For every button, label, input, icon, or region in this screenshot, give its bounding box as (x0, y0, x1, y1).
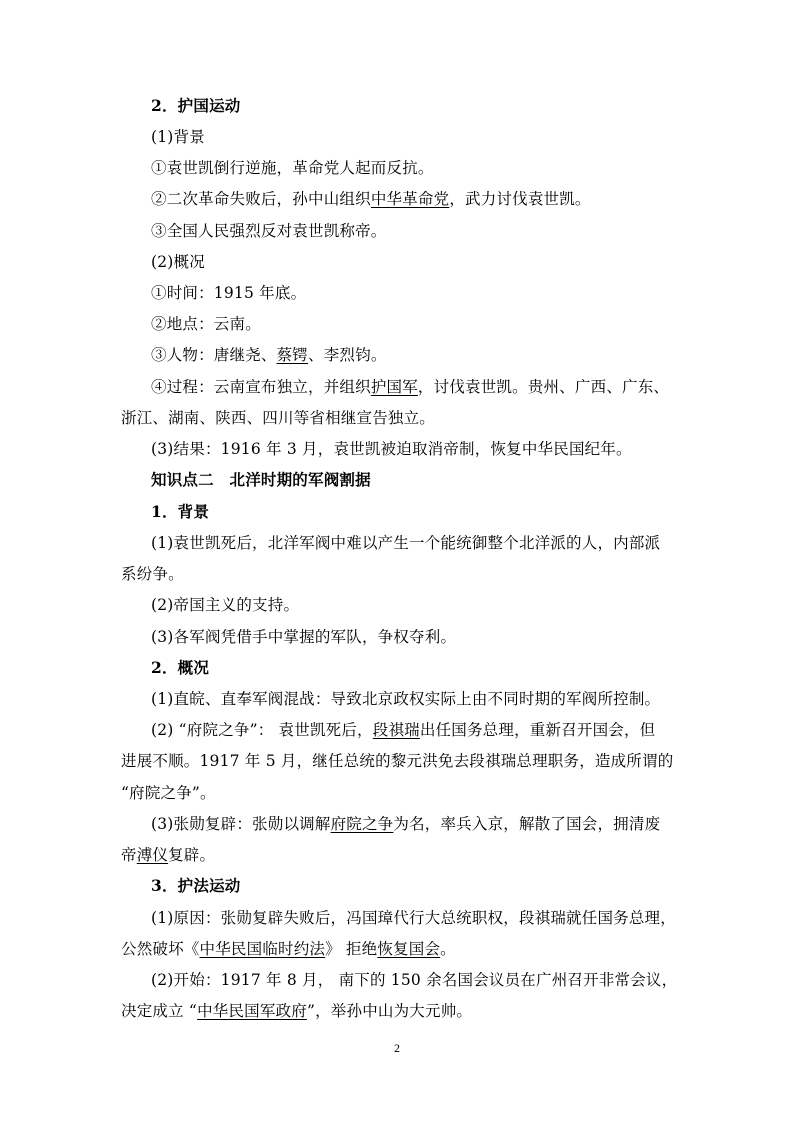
text: 公然破坏《 (121, 940, 200, 958)
paragraph: ①时间：1915 年底。 (151, 284, 307, 302)
paragraph: (2)帝国主义的支持。 (151, 596, 300, 614)
section-heading: 3．护法运动 (151, 876, 241, 895)
paragraph: (3)各军阀凭借手中掌握的军队，争权夺利。 (151, 628, 457, 646)
paragraph: ②地点：云南。 (151, 315, 261, 333)
text: ③人物：唐继尧、 (151, 346, 277, 364)
underlined-term: 段祺瑞 (372, 721, 420, 739)
text: ，讨伐袁世凯。贵州、广西、广东、 (417, 378, 670, 396)
knowledge-point-heading: 知识点二 北洋时期的军阀割据 (151, 470, 371, 489)
paragraph (151, 345, 387, 365)
paragraph-continuation (121, 1001, 472, 1021)
paragraph: (1)袁世凯死后，北洋军阀中难以产生一个能统御整个北洋派的人，内部派 (151, 534, 661, 552)
subheading: (1)背景 (151, 128, 205, 146)
paragraph-continuation: 浙江、湖南、陕西、四川等省相继宣告独立。 (121, 409, 436, 427)
section-heading: 1．背景 (151, 502, 210, 521)
paragraph: (1)直皖、直奉军阀混战：导致北京政权实际上由不同时期的军阀所控制。 (151, 690, 661, 708)
text: 复辟。 (168, 846, 216, 864)
text: (3)张勋复辟：张勋以调解 (151, 815, 331, 833)
text: ”，举孙中山为大元帅。 (306, 1002, 473, 1020)
paragraph-continuation: 系纷争。 (121, 565, 184, 583)
paragraph: (2)开始：1917 年 8 月， 南下的 150 余名国会议员在广州召开非常会议， (151, 971, 678, 989)
paragraph (151, 720, 655, 740)
text: 。 (440, 940, 456, 958)
text: ，武力讨伐袁世凯。 (449, 190, 591, 208)
text: 出任国务总理，重新召开国会，但 (419, 721, 656, 739)
text: (2) “府院之争”： 袁世凯死后， (151, 721, 373, 739)
paragraph (151, 814, 660, 834)
paragraph: ③全国人民强烈反对袁世凯称帝。 (151, 222, 387, 240)
paragraph: (3)结果：1916 年 3 月，袁世凯被迫取消帝制，恢复中华民国纪年。 (151, 440, 632, 458)
underlined-term: 蔡锷 (276, 346, 309, 364)
text: ④过程：云南宣布独立，并组织 (151, 378, 371, 396)
underlined-term: 中华民国临时约法 (199, 940, 326, 958)
underlined-term: 中华民国军政府 (197, 1002, 307, 1020)
paragraph (151, 377, 669, 397)
underlined-term: 中华革命党 (370, 190, 450, 208)
section-heading: 2．概况 (151, 658, 210, 677)
paragraph (151, 189, 591, 209)
text: 、李烈钧。 (308, 346, 387, 364)
paragraph-continuation: 进展不顺。1917 年 5 月，继任总统的黎元洪免去段祺瑞总理职务，造成所谓的 (121, 752, 674, 770)
text: ②二次革命失败后，孙中山组织 (151, 190, 371, 208)
text: 》 拒绝 (325, 940, 378, 958)
subheading: (2)概况 (151, 253, 205, 271)
underlined-term: 府院之争 (330, 815, 394, 833)
paragraph-continuation (121, 845, 215, 865)
section-heading: 2．护国运动 (151, 96, 241, 115)
paragraph-continuation (121, 939, 456, 959)
paragraph: ①袁世凯倒行逆施，革命党人起而反抗。 (151, 159, 434, 177)
text: 决定成立 “ (121, 1002, 198, 1020)
underlined-term: 恢复国会 (377, 940, 441, 958)
page-number: 2 (394, 1041, 400, 1055)
text: 为名，率兵入京，解散了国会，拥清废 (393, 815, 661, 833)
text: 帝 (121, 846, 137, 864)
paragraph: (1)原因：张勋复辟失败后，冯国璋代行大总统职权，段祺瑞就任国务总理， (151, 909, 676, 927)
paragraph-continuation: “府院之争”。 (121, 784, 216, 802)
underlined-term: 护国军 (370, 378, 418, 396)
underlined-term: 溥仪 (136, 846, 169, 864)
